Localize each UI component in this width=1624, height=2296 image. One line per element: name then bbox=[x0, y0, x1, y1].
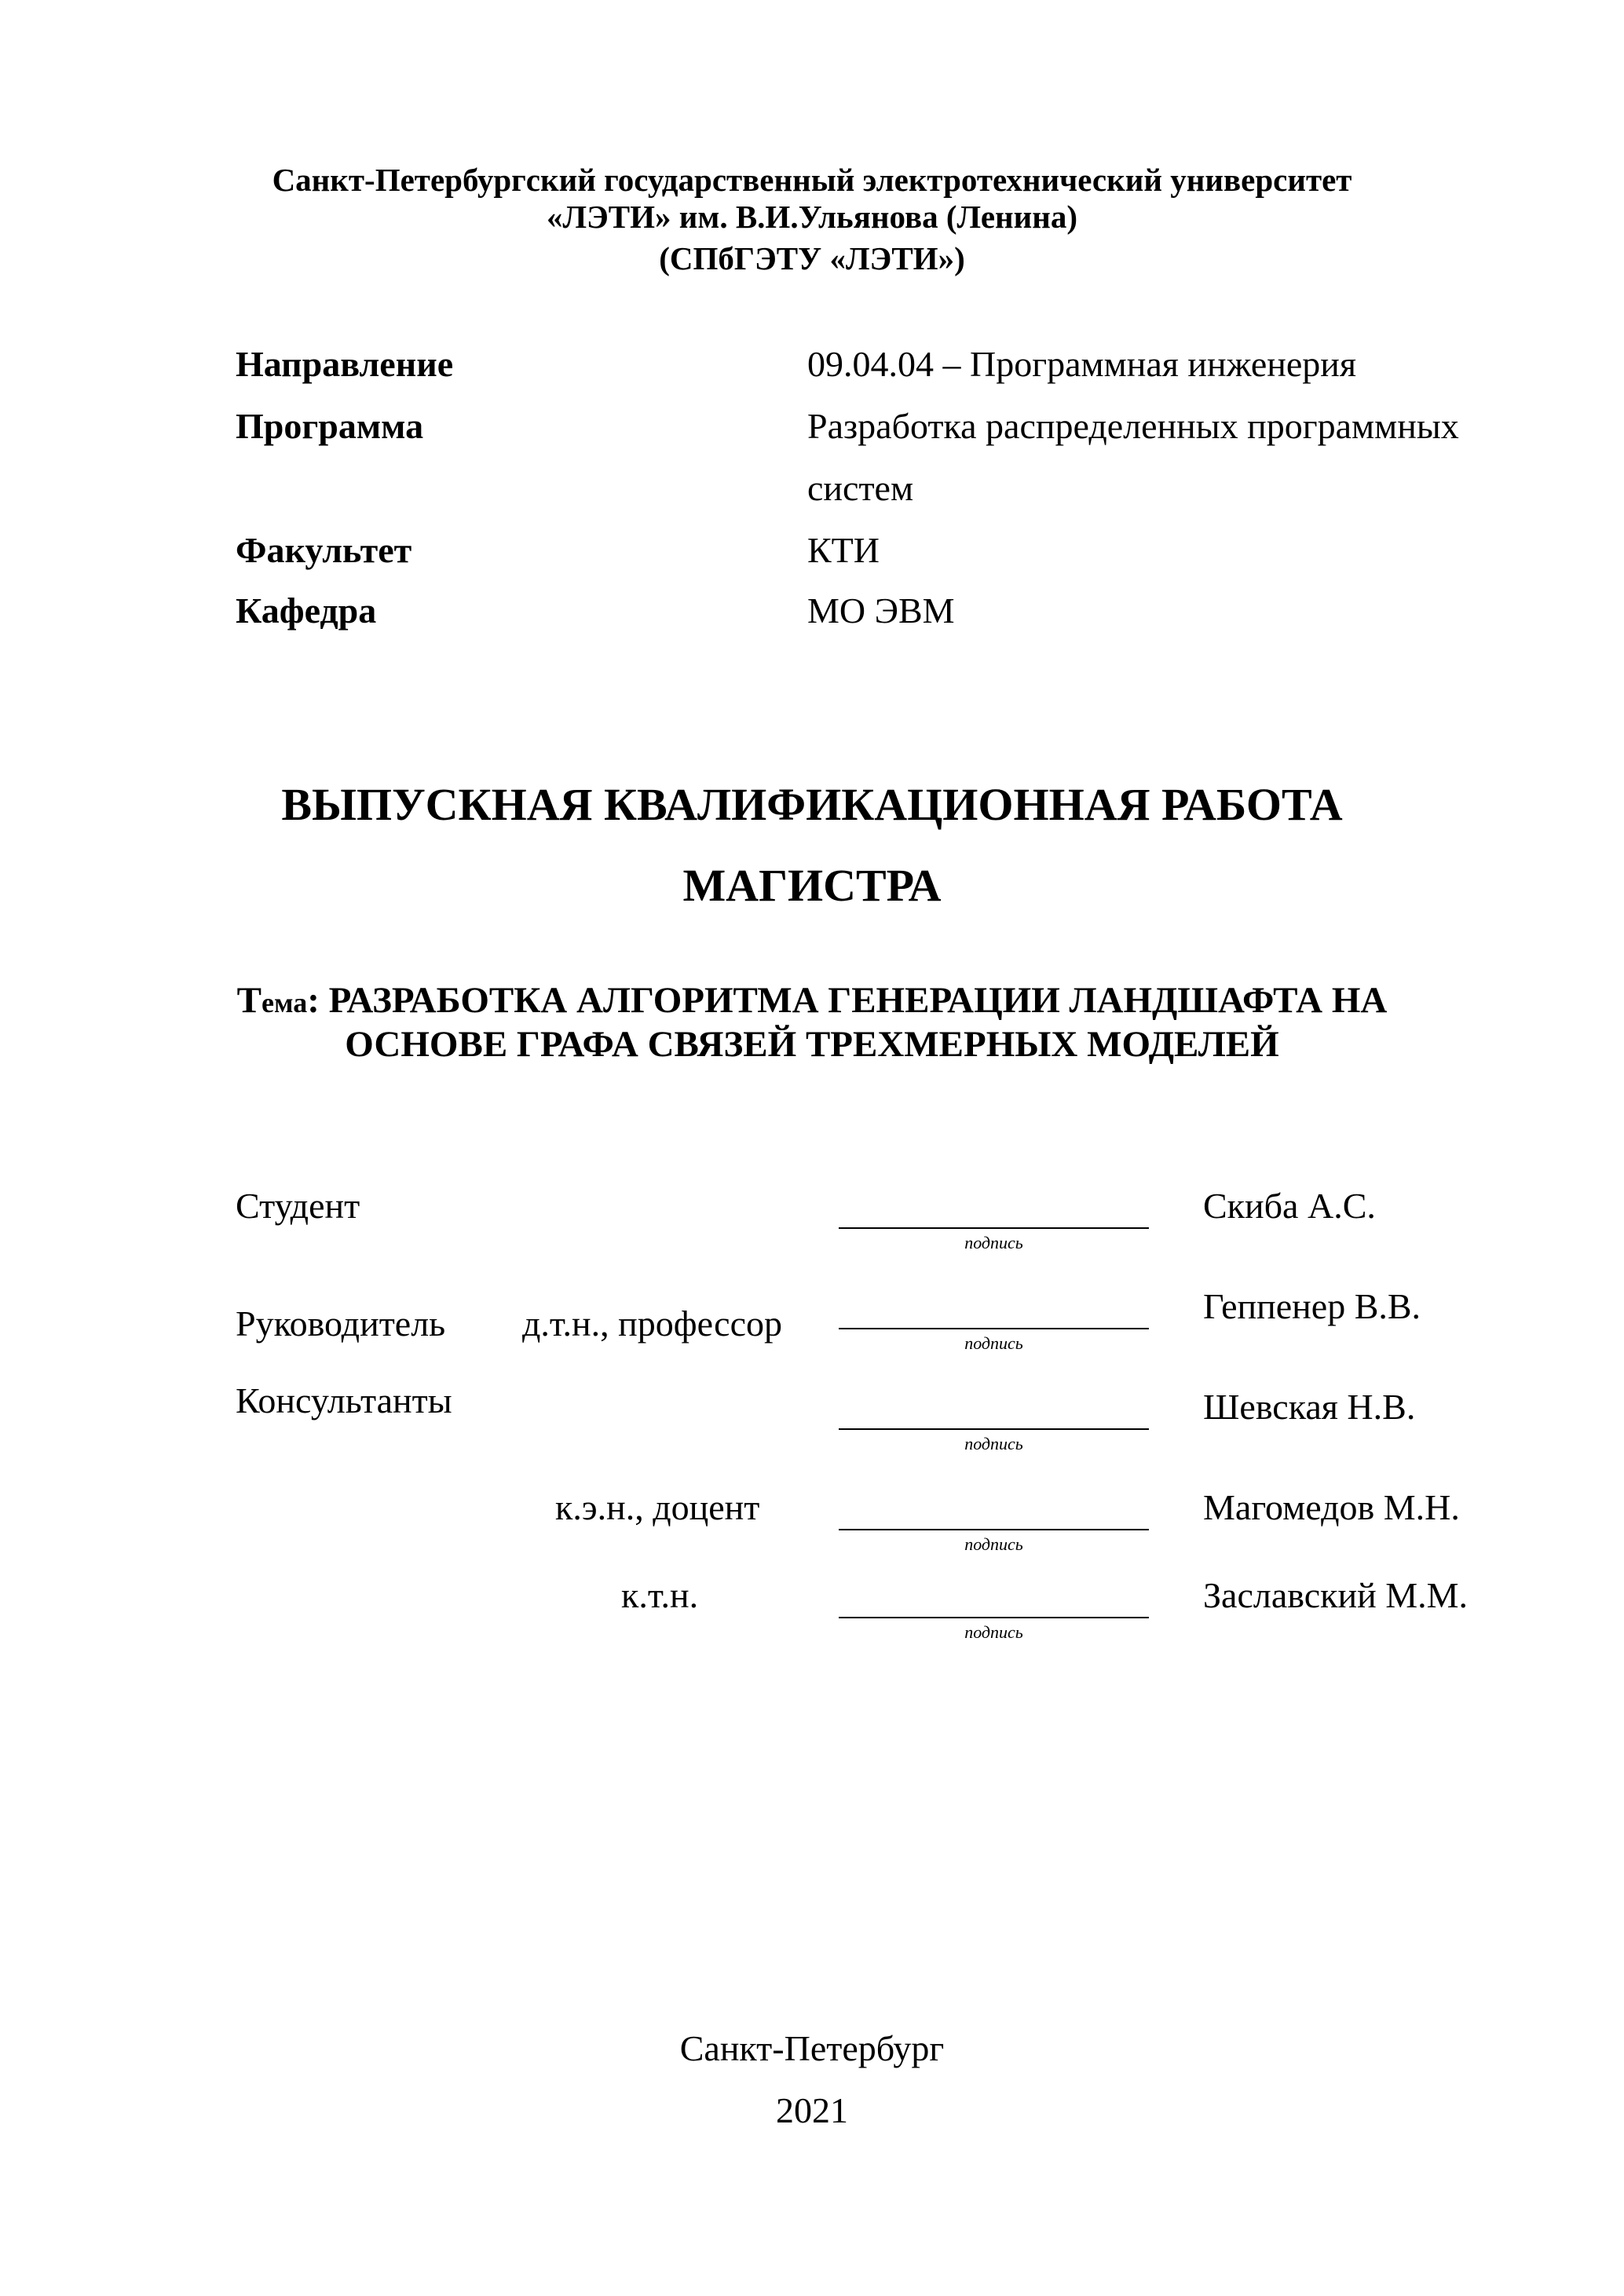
topic-line2: ОСНОВЕ ГРАФА СВЯЗЕЙ ТРЕХМЕРНЫХ МОДЕЛЕЙ bbox=[345, 1024, 1279, 1065]
student-name: Скиба А.С. bbox=[1203, 1186, 1376, 1226]
info-value-direction: 09.04.04 – Программная инженерия bbox=[807, 344, 1357, 384]
signature-line-student bbox=[839, 1227, 1149, 1229]
consultant2-degree: к.э.н., доцент bbox=[555, 1487, 760, 1527]
consultant2-name: Магомедов М.Н. bbox=[1203, 1487, 1460, 1527]
footer-year: 2021 bbox=[776, 2090, 848, 2130]
topic-text: РАЗРАБОТКА АЛГОРИТМА ГЕНЕРАЦИИ ЛАНДШАФТА НА bbox=[328, 980, 1388, 1021]
supervisor-role: Руководитель bbox=[236, 1303, 446, 1344]
signature-caption: подпись bbox=[964, 1233, 1023, 1252]
signature-line-consultant1 bbox=[839, 1428, 1149, 1430]
student-role: Студент bbox=[236, 1186, 360, 1226]
signature-caption: подпись bbox=[964, 1434, 1023, 1453]
info-value-faculty: КТИ bbox=[807, 530, 880, 570]
signature-caption: подпись bbox=[964, 1333, 1023, 1353]
info-label-department: Кафедра bbox=[236, 590, 377, 631]
consultants-label: Консультанты bbox=[236, 1380, 452, 1420]
signature-caption: подпись bbox=[964, 1622, 1023, 1642]
topic-prefix-first: Т bbox=[236, 980, 262, 1021]
university-name: Санкт-Петербургский государственный электротехнический университет bbox=[272, 162, 1352, 198]
topic-prefix-rest: ема bbox=[261, 987, 308, 1018]
university-name-line2: «ЛЭТИ» им. В.И.Ульянова (Ленина) bbox=[546, 199, 1078, 235]
info-label-program: Программа bbox=[236, 406, 424, 446]
signature-caption: подпись bbox=[964, 1534, 1023, 1554]
consultant1-name: Шевская Н.В. bbox=[1203, 1387, 1416, 1427]
info-label-faculty: Факультет bbox=[236, 530, 412, 570]
document-title: ВЫПУСКНАЯ КВАЛИФИКАЦИОННАЯ РАБОТА bbox=[281, 779, 1343, 830]
supervisor-degree: д.т.н., профессор bbox=[522, 1303, 782, 1344]
consultant3-degree: к.т.н. bbox=[621, 1575, 699, 1615]
signature-line-consultant3 bbox=[839, 1617, 1149, 1618]
consultant3-name: Заславский М.М. bbox=[1203, 1575, 1469, 1615]
signature-line-supervisor bbox=[839, 1328, 1149, 1329]
topic-colon: : bbox=[307, 980, 329, 1021]
supervisor-name: Геппенер В.В. bbox=[1203, 1286, 1421, 1326]
signature-line-consultant2 bbox=[839, 1529, 1149, 1530]
info-value-program-cont: систем bbox=[807, 468, 914, 508]
university-abbreviation: (СПбГЭТУ «ЛЭТИ») bbox=[659, 240, 965, 276]
info-label-direction: Направление bbox=[236, 344, 454, 384]
footer-city: Санкт-Петербург bbox=[679, 2028, 945, 2068]
info-value-program: Разработка распределенных программных bbox=[807, 406, 1459, 446]
topic-prefix bbox=[237, 980, 329, 1021]
document-title-line2: МАГИСТРА bbox=[682, 860, 942, 911]
info-value-department: МО ЭВМ bbox=[807, 590, 955, 631]
topic-line1 bbox=[0, 982, 1624, 1019]
